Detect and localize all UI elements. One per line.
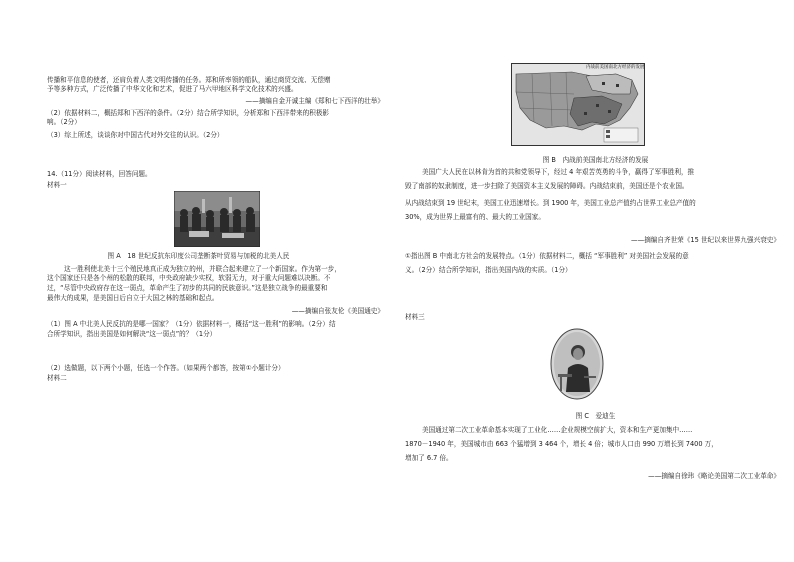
option-1-line-2: 义。（2分）结合所学知识，指出美国内战的实质。（1分） (405, 266, 572, 274)
material-3-label: 材料三 (405, 313, 425, 321)
figure-b-caption: 图 B 内战前美国南北方经济的发展 (542, 156, 649, 164)
figure-a-caption: 图 A 18 世纪反抗东印度公司垄断茶叶贸易与加税的北美人民 (107, 252, 290, 260)
figure-c-portrait (550, 328, 604, 400)
material-3-source: ——摘编自徐玮《略论美国第二次工业革命》 (648, 472, 780, 480)
figure-c-caption: 图 C 爱迪生 (575, 412, 616, 420)
figure-a-image (174, 191, 260, 247)
material-2-line-2: 毁了南部的奴隶制度，进一步扫除了美国资本主义发展的障碍。内战结束前，美国还是个农业国。 (405, 182, 689, 190)
material-2-line-3: 从内战结束到 19 世纪末，美国工业迅速增长。到 1900 年，美国工业总产值约占世界工业总产值的 (405, 199, 696, 207)
question-2-line-1: （2）依据材料二，概括郑和下西洋的条件。（2分）结合所学知识，分析郑和下西洋带来的积极影 (47, 109, 330, 117)
intro-line-2: 予等多种方式，广泛传播了中华文化和艺术，促进了马六甲地区科学文化技术的兴盛。 (47, 85, 298, 93)
question-2-line-2: 响。（2分） (47, 118, 81, 126)
question-1-line-1: （1）图 A 中北美人民反抗的是哪一国家？（1分）依据材料一，概括“这一胜利”的影响。（2分）结 (47, 320, 336, 328)
material-1-line-2: 这个国家还只是各个州的松散的联邦，中央政府缺少实权，软弱无力，对于重大问题难以决断。不 (47, 274, 331, 282)
material-2-line-1: 美国广大人民在以林肯为首的共和党领导下，经过 4 年艰苦英勇的斗争，赢得了军事胜利，推 (422, 168, 695, 176)
material-1-line-4: 最伟大的成果，是美国日后自立于大国之林的基础和起点。 (47, 294, 219, 302)
figure-b-map-title: 内战前美国南北方经济的发展 (586, 65, 645, 70)
material-1-label: 材料一 (47, 181, 67, 189)
material-3-line-2: 1870－1940 年，美国城市由 663 个猛增到 3 464 个，增长 4 倍；城市人口由 990 万增长到 7400 万， (405, 440, 718, 448)
figure-b-map (511, 63, 645, 146)
intro-line-1: 传播和平信息的使者，还肩负着人类文明传播的任务。郑和所率领的船队，通过商贸交流、无偿赠 (47, 76, 331, 84)
material-2-source: ——摘编自齐世荣《15 世纪以来世界九强兴衰史》 (631, 236, 780, 244)
question-3: （3）综上所述，谈谈你对中国古代对外交往的认识。（2分） (47, 131, 224, 139)
question-1-line-2: 合所学知识，指出美国是如何解决“这一弱点”的？（1分） (47, 330, 217, 338)
material-2-label: 材料二 (47, 374, 67, 382)
material-1-line-1: 这一胜利使北美十三个殖民地真正成为独立的州，并联合起来建立了一个新国家。作为第一步， (64, 265, 341, 273)
question-14-heading: 14.（11分）阅读材料，回答问题。 (47, 170, 152, 178)
material-1-line-3: 过，“尽管中央政府存在这一弱点，革命产生了初步的共同的民族意识。”这是独立战争的最重要和 (47, 284, 328, 292)
intro-source: ——摘编自金开诚主编《郑和七下西洋的壮举》 (245, 97, 384, 105)
material-3-line-3: 增加了 6.7 倍。 (405, 454, 453, 462)
material-1-source: ——摘编自张友伦《美国通史》 (291, 307, 384, 315)
question-2-optional: （2）选做题，以下两个小题，任选一个作答。（如果两个都答，按第①小题计分） (47, 364, 285, 372)
option-1-line-1: ①指出图 B 中南北方社会的发展特点。（1分）依据材料二，概括 “军事胜利” 对美国社会发展的意 (405, 252, 689, 260)
material-3-line-1: 美国通过第二次工业革命基本实现了工业化……企业规模空前扩大，资本和生产更加集中…… (422, 426, 693, 434)
material-2-line-4: 30%，成为世界上最富有的、最大的工业国家。 (405, 213, 545, 221)
